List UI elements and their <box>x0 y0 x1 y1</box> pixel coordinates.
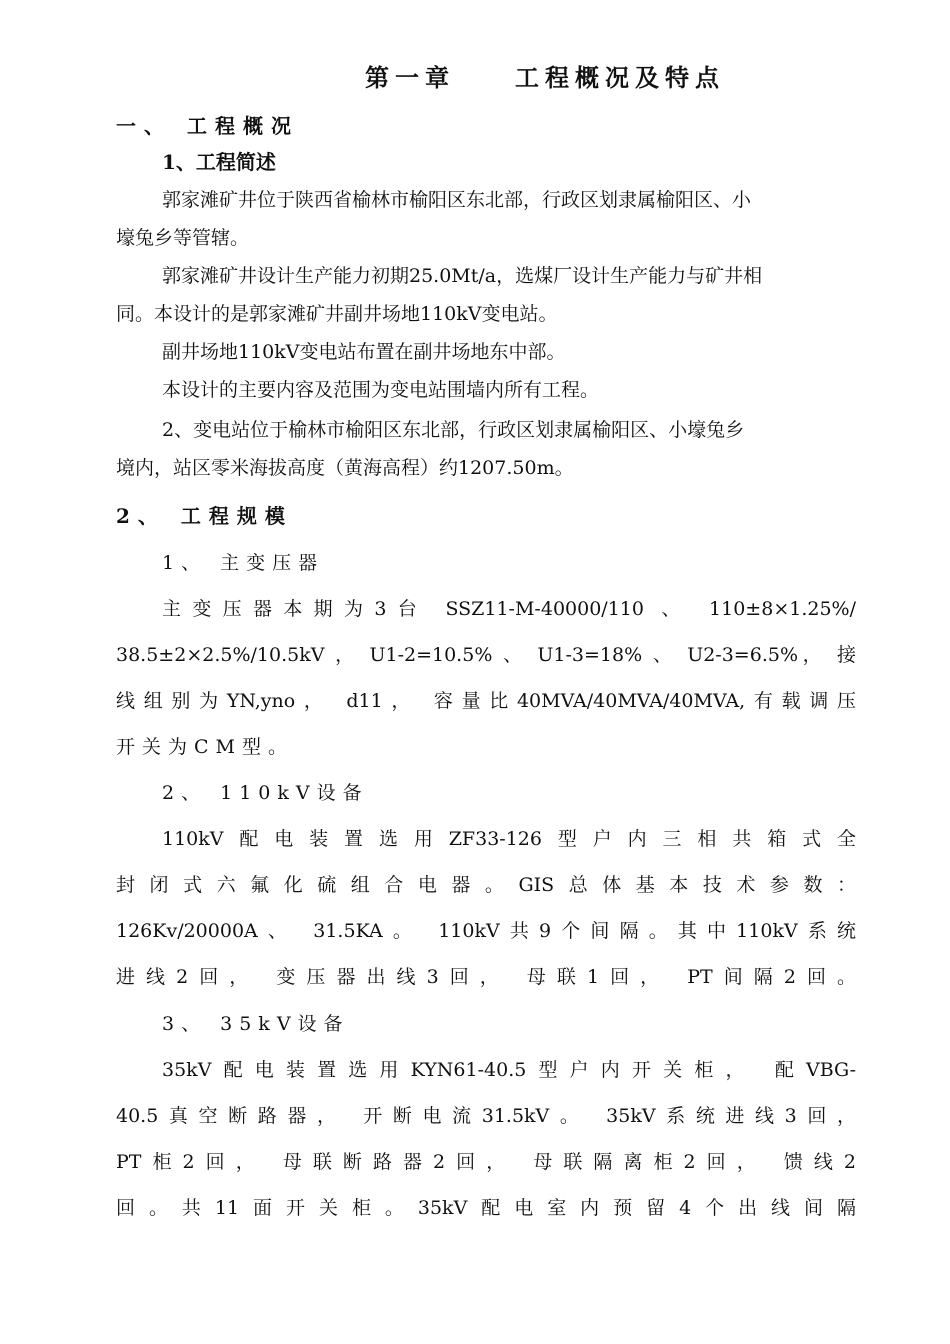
paragraph-line: 本设计的主要内容及范围为变电站围墙内所有工程。 <box>162 379 600 401</box>
paragraph-line: 进线2回， 变压器出线3回， 母联1回， PT间隔2回。 <box>116 966 856 988</box>
paragraph-line: 40.5真空断路器， 开断电流31.5kV。 35kV系统进线3回， <box>116 1105 856 1127</box>
section-heading-overview: 一、 工程概况 <box>116 114 299 138</box>
item-heading-35kv: 3、 35kV设备 <box>162 1013 350 1035</box>
item-heading-110kv: 2、 110kV设备 <box>162 782 369 804</box>
paragraph-line: 封闭式六氟化硫组合电器。GIS总体基本技术参数： <box>116 874 856 896</box>
paragraph-line: PT柜2回， 母联断路器2回， 母联隔离柜2回， 馈线2 <box>116 1151 856 1173</box>
paragraph-line: 境内，站区零米海拔高度（黄海高程）约1207.50m。 <box>116 457 574 479</box>
item-heading-main-transformer: 1、 主变压器 <box>162 552 325 574</box>
paragraph-line: 副井场地110kV变电站布置在副井场地东中部。 <box>162 341 566 363</box>
paragraph-line: 38.5±2×2.5%/10.5kV ， U1-2=10.5% 、 U1-3=18% 、 U2-3=6.5%， 接 <box>116 644 856 666</box>
chapter-title: 第一章 工程概况及特点 <box>365 63 725 92</box>
paragraph-line: 郭家滩矿井位于陕西省榆林市榆阳区东北部，行政区划隶属榆阳区、小 <box>162 189 752 211</box>
paragraph-line: 主变压器本期为3台 SSZ11-M-40000/110 、 110±8×1.25%/ <box>162 598 856 620</box>
paragraph-line: 郭家滩矿井设计生产能力初期25.0Mt/a，选煤厂设计生产能力与矿井相 <box>162 265 763 287</box>
paragraph-line: 壕兔乡等管辖。 <box>116 227 250 249</box>
paragraph-line: 2、变电站位于榆林市榆阳区东北部，行政区划隶属榆阳区、小壕兔乡 <box>162 419 745 441</box>
paragraph-line: 回。共11面开关柜。35kV配电室内预留4个出线间隔 <box>116 1197 856 1219</box>
paragraph-line: 126Kv/20000A、 31.5KA。 110kV共9个间隔。其中110kV系统 <box>116 920 856 942</box>
paragraph-line: 35kV配电装置选用KYN61-40.5型户内开关柜， 配VBG- <box>162 1059 856 1081</box>
subsection-heading-summary: 1、工程简述 <box>162 150 276 174</box>
section-heading-scale: 2、 工程规模 <box>116 504 293 528</box>
paragraph-line: 线组别为YN,yno， d11， 容量比40MVA/40MVA/40MVA,有载调压 <box>116 690 856 712</box>
paragraph-line: 110kV配电装置选用ZF33-126型户内三相共箱式全 <box>162 828 856 850</box>
paragraph-line: 同。本设计的是郭家滩矿井副井场地110kV变电站。 <box>116 303 558 325</box>
paragraph-line: 开关为CM型。 <box>116 736 294 758</box>
